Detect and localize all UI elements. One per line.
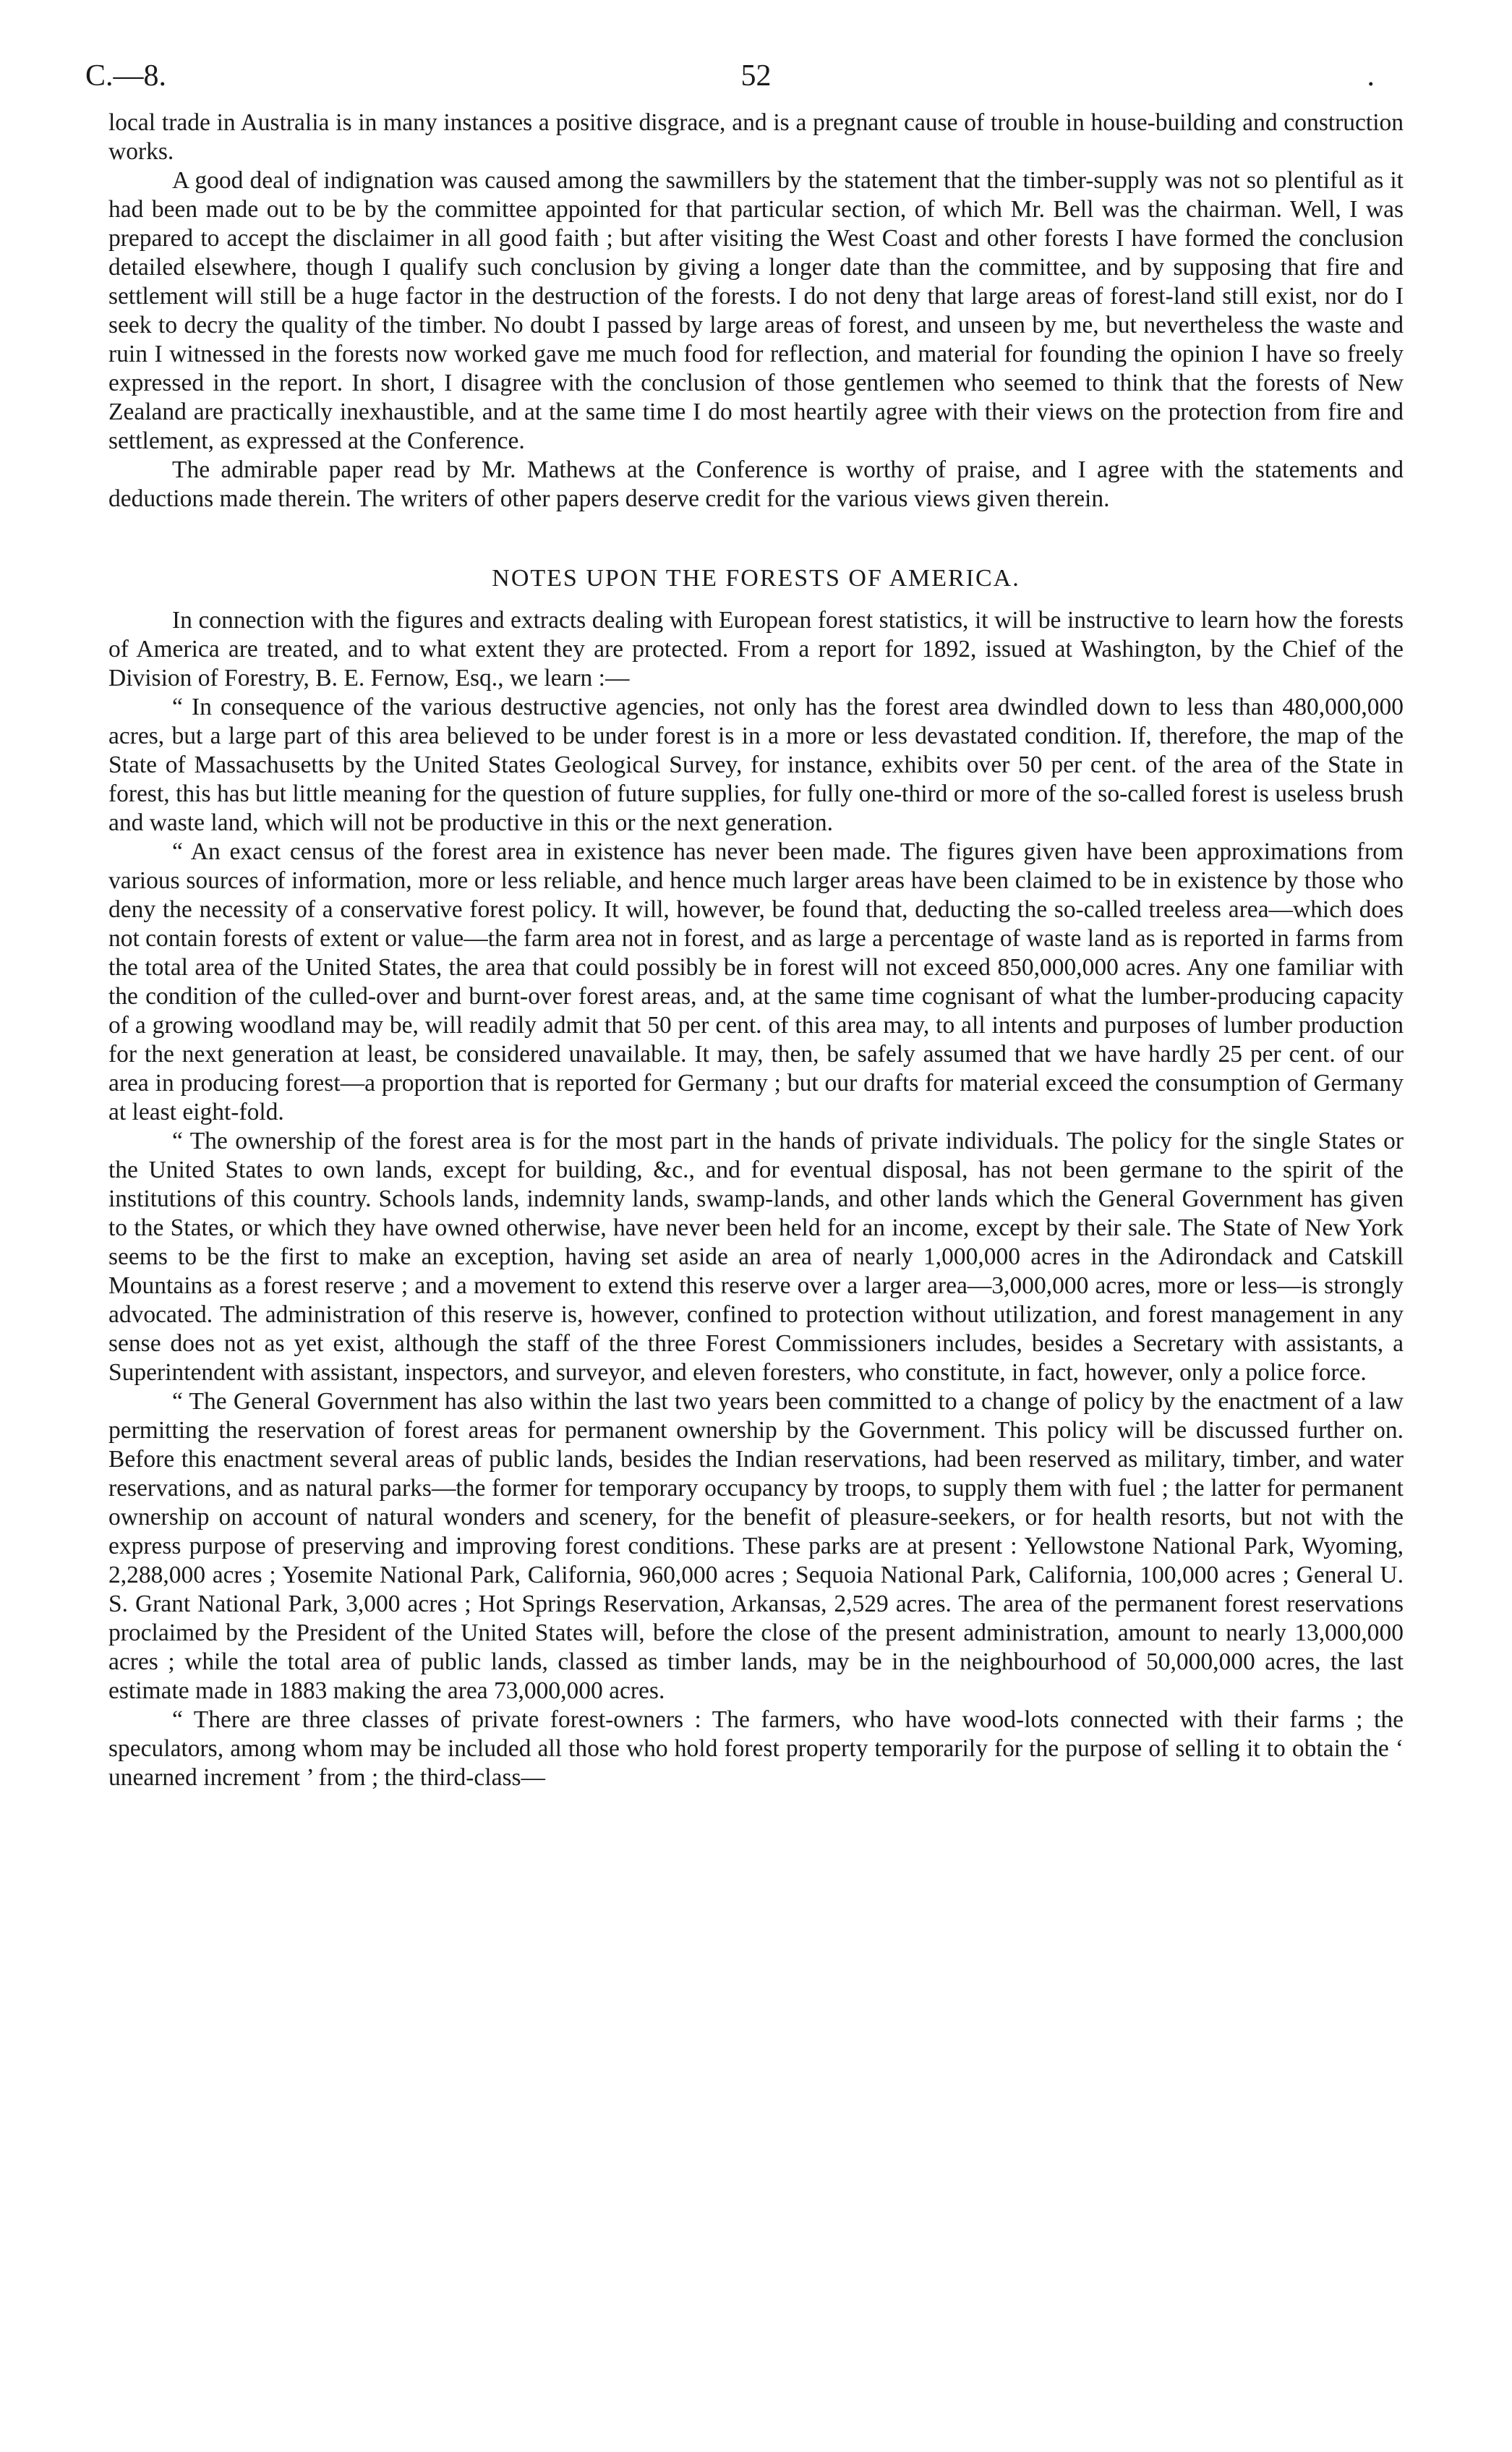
page-header [85, 58, 1404, 108]
paragraph-introduction: In connection with the figures and extracts dealing with European forest statistics, it will be instructive to learn how the forests of America are treated, and to what extent they are protected. From a report for 1892, issued at Washington, by the Chief of the Division of Forestry, B. E. Fernow, Esq., we learn :— [108, 607, 1404, 691]
paragraph-mathews-paper: The admirable paper read by Mr. Mathews at the Conference is worthy of praise, and I agree with the statements and deductions made therein. The writers of other papers deserve credit for the various views given therein. [108, 456, 1404, 512]
paragraph-forest-census: “ An exact census of the forest area in existence has never been made. The figures given have been approximations from various sources of information, more or less reliable, and hence much larger areas have been claimed to be in existence by those who deny the necessity of a conservative forest policy. It will, however, be found that, deducting the so-called treeless area—which does not contain forests of extent or value—the farm area not in forest, and as large a percentage of waste land as is reported in farms from the total area of the United States, the area that could possibly be in forest will not exceed 850,000,000 acres. Any one familiar with the condition of the culled-over and burnt-over forest areas, and, at the same time cognisant of what the lumber-producing capacity of a growing woodland may be, will readily admit that 50 per cent. of this area may, to all intents and purposes of lumber production for the next generation at least, be considered unavailable. It may, then, be safely assumed that we have hardly 25 per cent. of our area in producing forest—a proportion that is reported for Germany ; but our drafts for material exceed the consumption of Germany at least eight-fold. [108, 838, 1404, 1125]
section-heading: NOTES UPON THE FORESTS OF AMERICA. [492, 565, 1020, 592]
header-mark: . [1367, 59, 1375, 93]
paragraph-private-owners: “ There are three classes of private forest-owners : The farmers, who have wood-lots connected with their farms ; the speculators, among whom may be included all those who hold forest property temporarily for the purpose of selling it to obtain the ‘ unearned increment ’ from ; the third-class— [108, 1706, 1404, 1791]
paragraph-ownership: “ The ownership of the forest area is for the most part in the hands of private individuals. The policy for the single States or the United States to own lands, except for building, &c., and for eventual disposal, has not been germane to the spirit of the institutions of this country. Schools lands, indemnity lands, swamp-lands, and other lands which the General Government has given to the States, or which they have owned otherwise, have never been held for an income, except by their sale. The State of New York seems to be the first to make an exception, having set aside an area of nearly 1,000,000 acres in the Adirondack and Catskill Mountains as a forest reserve ; and a movement to extend this reserve over a larger area—3,000,000 acres, more or less—is strongly advocated. The administration of this reserve is, however, confined to protection without utilization, and forest management in any sense does not as yet exist, although the staff of the three Forest Commissioners includes, besides a Secretary with assistants, a Superintendent with assistant, inspectors, and surveyor, and eleven foresters, who constitute, in fact, however, only a police force. [108, 1128, 1404, 1386]
paragraph-continuation: local trade in Australia is in many instances a positive disgrace, and is a pregnant cause of trouble in house-building and construction works. [108, 109, 1404, 165]
paragraph-indignation: A good deal of indignation was caused among the sawmillers by the statement that the timber-supply was not so plentiful as it had been made out to be by the committee appointed for that particular section, of which Mr. Bell was the chairman. Well, I was prepared to accept the disclaimer in all good faith ; but after visiting the West Coast and other forests I have formed the conclusion detailed elsewhere, though I qualify such conclusion by giving a longer date than the committee, and by supposing that fire and settlement will still be a huge factor in the destruction of the forests. I do not deny that large areas of forest-land still exist, nor do I seek to decry the quality of the timber. No doubt I passed by large areas of forest, and unseen by me, but nevertheless the waste and ruin I witnessed in the forests now worked gave me much food for reflection, and material for founding the opinion I have so freely expressed in the report. In short, I disagree with the conclusion of those gentlemen who seemed to think that the forests of New Zealand are practically inexhaustible, and at the same time I do most heartily agree with their views on the protection from fire and settlement, as expressed at the Conference. [108, 167, 1404, 454]
paragraph-destructive-agencies: “ In consequence of the various destructive agencies, not only has the forest area dwindled down to less than 480,000,000 acres, but a large part of this area believed to be under forest is in a more or less devastated condition. If, therefore, the map of the State of Massachusetts by the United States Geological Survey, for instance, exhibits over 50 per cent. of the area of the State in forest, this has but little meaning for the question of future supplies, for fully one-third or more of the so-called forest is useless brush and waste land, which will not be productive in this or the next generation. [108, 694, 1404, 836]
document-reference: C.—8. [85, 59, 167, 93]
page-number: 52 [740, 59, 772, 93]
paragraph-general-government: “ The General Government has also within the last two years been committed to a change of policy by the enactment of a law permitting the reservation of forest areas for permanent ownership by the Government. This policy will be discussed further on. Before this enactment several areas of public lands, besides the Indian reservations, had been reserved as military, timber, and water reservations, and as natural parks—the former for temporary occupancy by troops, to supply them with fuel ; the latter for permanent ownership on account of natural wonders and scenery, for the benefit of pleasure-seekers, or for health resorts, but not with the express purpose of preserving and improving forest conditions. These parks are at present : Yellowstone National Park, Wyoming, 2,288,000 acres ; Yosemite National Park, California, 960,000 acres ; Sequoia National Park, California, 100,000 acres ; General U. S. Grant National Park, 3,000 acres ; Hot Springs Reservation, Arkansas, 2,529 acres. The area of the permanent forest reservations proclaimed by the President of the United States will, before the close of the present administration, amount to nearly 13,000,000 acres ; while the total area of public lands, classed as timber lands, may be in the neighbourhood of 50,000,000 acres, the last estimate made in 1883 making the area 73,000,000 acres. [108, 1388, 1404, 1704]
